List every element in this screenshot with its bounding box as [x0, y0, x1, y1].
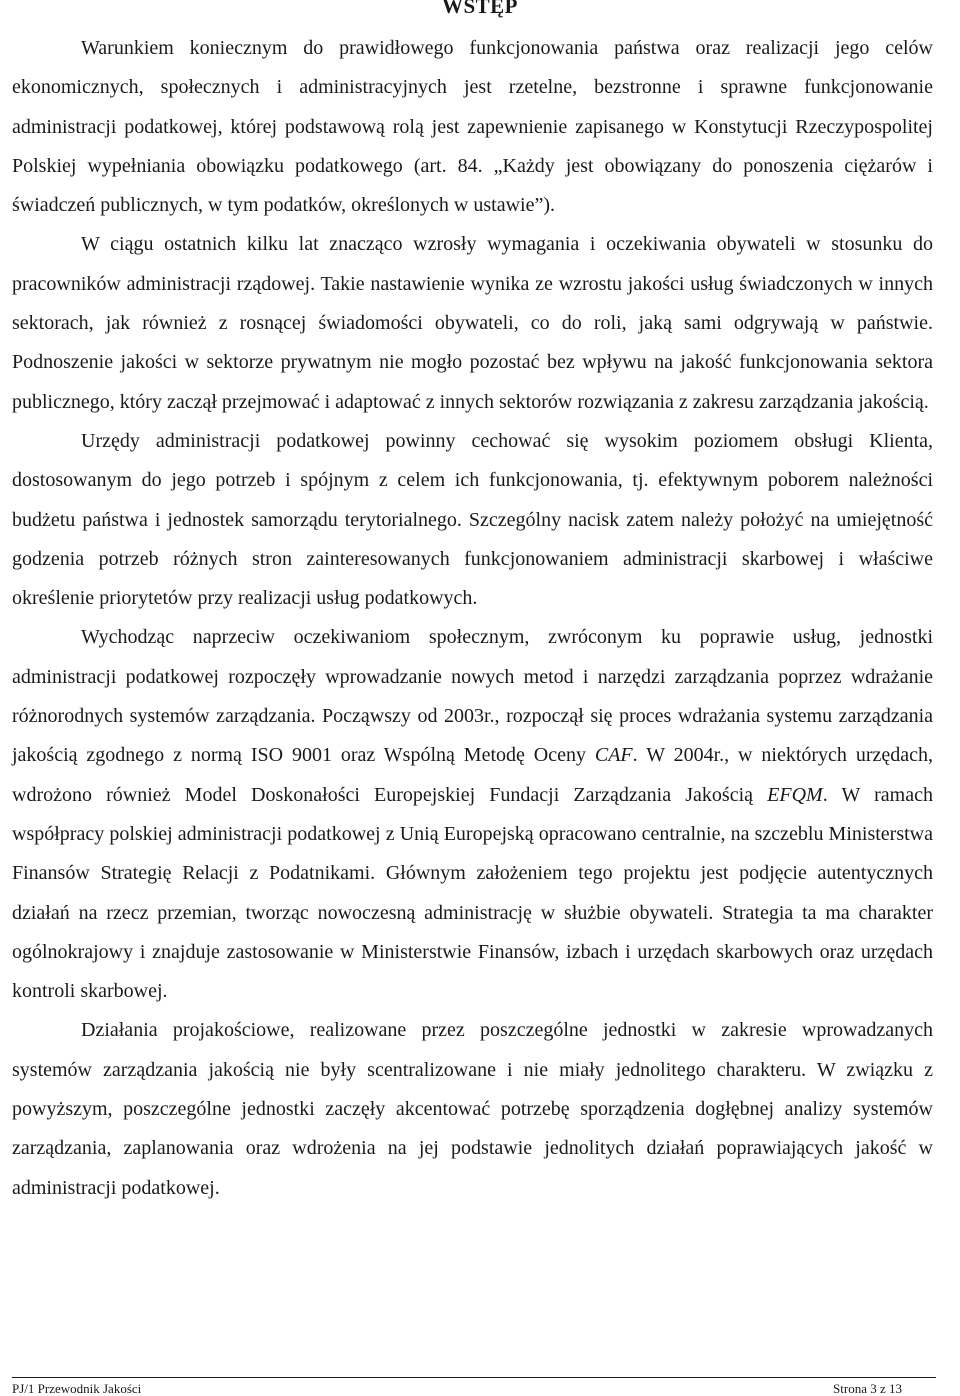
- paragraph-3-text: Urzędy administracji podatkowej powinny cechować się wysokim poziomem obsługi Klienta, dostosowanym do jego potrzeb i spójnym z celem ich funkcjonowania, tj. efektywnym poborem należności budżetu państwa i jednostek samorządu terytorialnego. Szczególny nacisk zatem należy położyć na umiejętność godzenia potrzeb różnych stron zainteresowanych funkcjonowaniem administracji skarbowej i właściwe określenie priorytetów przy realizacji usług podatkowych.: [12, 429, 933, 610]
- footer-divider: [12, 1377, 936, 1378]
- paragraph-4-text-a: Wychodząc naprzeciw oczekiwaniom społecznym, zwróconym ku poprawie usług, jednostki administracji podatkowej rozpoczęły wprowadzanie nowych metod i narzędzi zarządzania poprzez wdrażanie różnorodnych systemów zarządzania. Począwszy od 2003r., rozpoczął się proces wdrażania systemu zarządzania jakością zgodnego z normą ISO 9001 oraz Wspólną Metodę Oceny: [12, 626, 933, 767]
- page-title: WSTĘP: [441, 0, 519, 18]
- paragraph-5: [12, 1011, 933, 1207]
- document-body: [12, 29, 933, 1208]
- paragraph-4-text-b: . W 2004r., w niektórych urzędach, wdrożono również Model Doskonałości Europejskiej Fundacji Zarządzania Jakością: [12, 744, 933, 806]
- paragraph-1-text: Warunkiem koniecznym do prawidłowego funkcjonowania państwa oraz realizacji jego celów ekonomicznych, społecznych i administracyjnych jest rzetelne, bezstronne i sprawne funkcjonowanie administracji podatkowej, której podstawową rolą jest zapewnienie zapisanego w Konstytucji Rzeczypospolitej Polskiej wypełniania obowiązku podatkowego (art. 84. „Każdy jest obowiązany do ponoszenia ciężarów i świadczeń publicznych, w tym podatków, określonych w ustawie”).: [12, 37, 933, 217]
- paragraph-5-text: Działania projakościowe, realizowane przez poszczególne jednostki w zakresie wprowadzanych systemów zarządzania jakością nie były scentralizowane i nie miały jednolitego charakteru. W związku z powyższym, poszczególne jednostki zaczęły akcentować potrzebę sporządzenia dogłębnej analizy systemów zarządzania, zaplanowania oraz wdrożenia na jej podstawie jednolitych działań poprawiających jakość w administracji podatkowej.: [12, 1019, 933, 1199]
- paragraph-1: [12, 29, 933, 225]
- caf-term: CAF: [594, 744, 633, 767]
- paragraph-2: [12, 225, 933, 421]
- footer-document-name: PJ/1 Przewodnik Jakości: [12, 1381, 142, 1396]
- paragraph-2-text: W ciągu ostatnich kilku lat znacząco wzrosły wymagania i oczekiwania obywateli w stosunku do pracowników administracji rządowej. Takie nastawienie wynika ze wzrostu jakości usług świadczonych w innych sektorach, jak również z rosnącej świadomości obywateli, co do roli, jaką sami odgrywają w państwie. Podnoszenie jakości w sektorze prywatnym nie mogło pozostać bez wpływu na jakość funkcjonowania sektora publicznego, który zaczął przejmować i adaptować z innych sektorów rozwiązania z zakresu zarządzania jakością.: [12, 233, 933, 413]
- paragraph-4: [12, 618, 933, 1011]
- efqm-term: EFQM: [767, 783, 823, 806]
- footer-page-number: Strona 3 z 13: [833, 1381, 902, 1396]
- paragraph-4-text-c: . W ramach współpracy polskiej administracji podatkowej z Unią Europejską opracowano centralnie, na szczeblu Ministerstwa Finansów Strategię Relacji z Podatnikami. Głównym założeniem tego projektu jest podjęcie autentycznych działań na rzecz przemian, tworząc nowoczesną administrację w służbie obywateli. Strategia ta ma charakter ogólnokrajowy i znajduje zastosowanie w Ministerstwie Finansów, izbach i urzędach skarbowych oraz urzędach kontroli skarbowej.: [12, 783, 933, 1003]
- paragraph-3: [12, 422, 933, 618]
- page-footer: [12, 1381, 902, 1396]
